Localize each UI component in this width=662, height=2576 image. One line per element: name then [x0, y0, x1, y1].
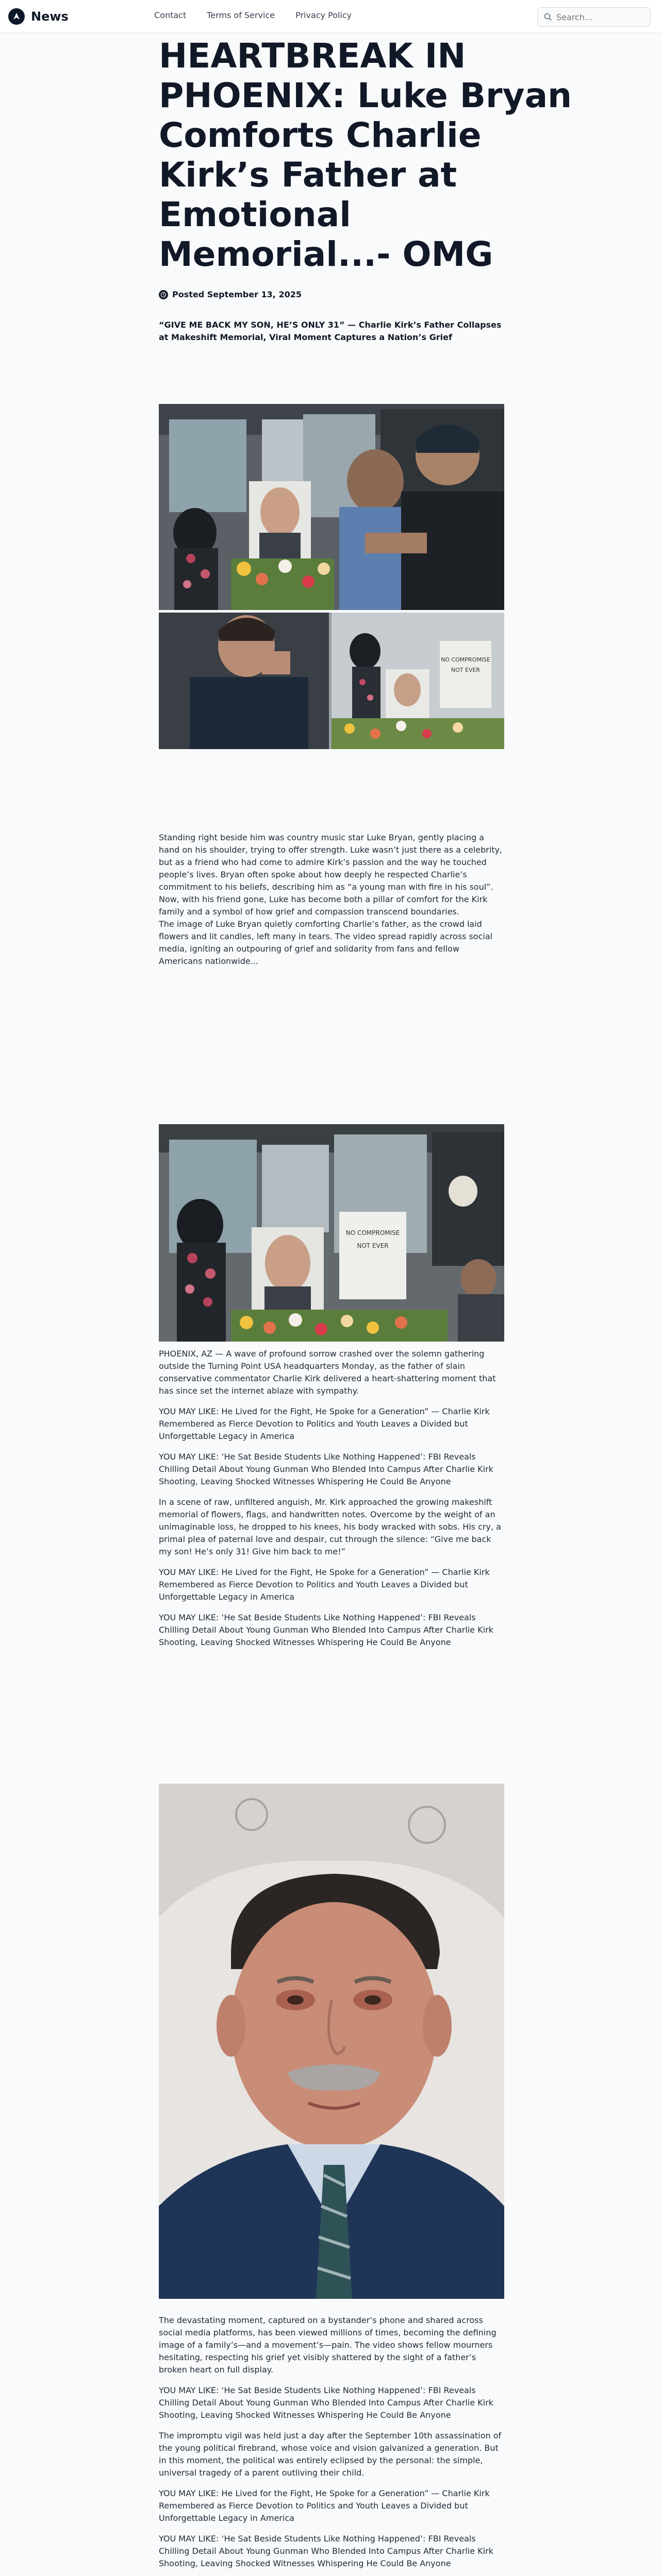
title-line: Comforts Charlie: [159, 115, 482, 155]
paragraph: The impromptu vigil was held just a day after the September 10th assassination of the young political firebrand, whose voice and vision galvanized a generation. But in this moment, the political was entirely eclipsed by the personal: the simple, universal tragedy of a parent outliving their child.: [159, 2431, 502, 2478]
memorial-collage-image: [159, 404, 504, 749]
paragraph: The devastating moment, captured on a bystander’s phone and shared across social media platforms, has been viewed millions of times, becoming the defining image of a family’s—and a movement’s—pain. The video shows fellow mourners hesitating, respecting his grief yet visibly shattered by the sight of a father’s broken heart on full display.: [159, 2315, 496, 2375]
memorial-sign-text: NO COMPROMISE: [345, 1229, 400, 1236]
main-nav: [154, 10, 352, 20]
related-link[interactable]: YOU MAY LIKE: He Lived for the Fight, He Spoke for a Generation” — Charlie Kirk Remembered as Fierce Devotion to Politics and Youth Leaves a Divided but Unforgettable Legacy in America: [159, 1406, 490, 1441]
search-input[interactable]: [556, 12, 644, 22]
title-line: Emotional: [159, 195, 351, 234]
title-line: HEARTBREAK IN: [159, 36, 466, 76]
intro-paragraph: [159, 832, 504, 976]
related-link[interactable]: YOU MAY LIKE: ‘He Sat Beside Students Like Nothing Happened’: FBI Reveals Chilling Detail About Young Gunman Who Blended Into Campus After Charlie Kirk Shooting, Leaving Shocked Witnesses Whispering He Could Be Anyone: [159, 2534, 493, 2568]
clock-icon: [159, 290, 168, 299]
post-date: [159, 290, 504, 299]
related-link[interactable]: YOU MAY LIKE: ‘He Sat Beside Students Like Nothing Happened’: FBI Reveals Chilling Detail About Young Gunman Who Blended Into Campus After Charlie Kirk Shooting, Leaving Shocked Witnesses Whispering He Could Be Anyone: [159, 1613, 493, 1647]
body-section-2: [159, 2314, 504, 2576]
site-logo[interactable]: [8, 8, 69, 25]
memorial-wall-image: [159, 1124, 504, 1342]
nav-privacy[interactable]: Privacy Policy: [295, 10, 352, 20]
related-link[interactable]: YOU MAY LIKE: He Lived for the Fight, He Spoke for a Generation” — Charlie Kirk Remembered as Fierce Devotion to Politics and Youth Leaves a Divided but Unforgettable Legacy in America: [159, 1567, 490, 1602]
search-box[interactable]: [537, 7, 651, 27]
paragraph: In a scene of raw, unfiltered anguish, Mr. Kirk approached the growing makeshift memorial of flowers, flags, and handwritten notes. Overcome by the weight of an unimaginable loss, he dropped to his knees, his body wracked with sobs. His cry, a primal plea of paternal love and despair, cut through the silence: “Give me back my son! He’s only 31! Give him back to me!”: [159, 1497, 501, 1556]
brand-name: News: [31, 9, 69, 24]
nav-terms[interactable]: Terms of Service: [207, 10, 275, 20]
post-date-text: Posted September 13, 2025: [172, 290, 302, 299]
search-icon: [544, 13, 552, 21]
top-header: [0, 0, 662, 33]
paragraph: Standing right beside him was country music star Luke Bryan, gently placing a hand on his shoulder, trying to offer strength. Luke wasn’t just there as a celebrity, but as a friend who had come to admire Kirk’s passion and the way he touched people’s lives. Bryan often spoke about how deeply he respected Charlie’s commitment to his beliefs, describing him as “a young man with fire in his soul”. Now, with his friend gone, Luke has become both a pillar of comfort for the Kirk family and a symbol of how grief and compassion transcend boundaries.: [159, 833, 503, 917]
related-link[interactable]: YOU MAY LIKE: ‘He Sat Beside Students Like Nothing Happened’: FBI Reveals Chilling Detail About Young Gunman Who Blended Into Campus After Charlie Kirk Shooting, Leaving Shocked Witnesses Whispering He Could Be Anyone: [159, 2385, 493, 2420]
article-title: [159, 36, 572, 274]
title-line: Memorial...- OMG: [159, 234, 493, 274]
body-section-1: [159, 1348, 504, 1657]
paragraph: PHOENIX, AZ — A wave of profound sorrow crashed over the solemn gathering outside the Turning Point USA headquarters Monday, as the father of slain conservative commentator Charlie Kirk delivered a heart-shattering moment that has since set the internet ablaze with sympathy.: [159, 1349, 496, 1396]
title-line: Kirk’s Father at: [159, 155, 457, 195]
memorial-sign-text: NOT EVER: [451, 667, 481, 673]
related-link[interactable]: YOU MAY LIKE: He Lived for the Fight, He Spoke for a Generation” — Charlie Kirk Remembered as Fierce Devotion to Politics and Youth Leaves a Divided but Unforgettable Legacy in America: [159, 2488, 490, 2523]
title-line: PHOENIX: Luke Bryan: [159, 76, 572, 115]
nav-contact[interactable]: Contact: [154, 10, 187, 20]
article: [159, 33, 572, 2568]
memorial-sign-text: NOT EVER: [357, 1242, 389, 1249]
memorial-sign-text: NO COMPROMISE: [441, 656, 490, 663]
paragraph: The image of Luke Bryan quietly comforting Charlie’s father, as the crowd laid flowers and lit candles, left many in tears. The video spread rapidly across social media, igniting an outpouring of grief and solidarity from fans and fellow Americans nationwide...: [159, 919, 493, 966]
related-link[interactable]: YOU MAY LIKE: ‘He Sat Beside Students Like Nothing Happened’: FBI Reveals Chilling Detail About Young Gunman Who Blended Into Campus After Charlie Kirk Shooting, Leaving Shocked Witnesses Whispering He Could Be Anyone: [159, 1452, 493, 1486]
grieving-father-image: [159, 1784, 504, 2299]
logo-icon: [8, 8, 25, 25]
article-subhead: “GIVE ME BACK MY SON, HE’S ONLY 31” — Charlie Kirk’s Father Collapses at Makeshift Memorial, Viral Moment Captures a Nation’s Grief: [159, 320, 502, 342]
